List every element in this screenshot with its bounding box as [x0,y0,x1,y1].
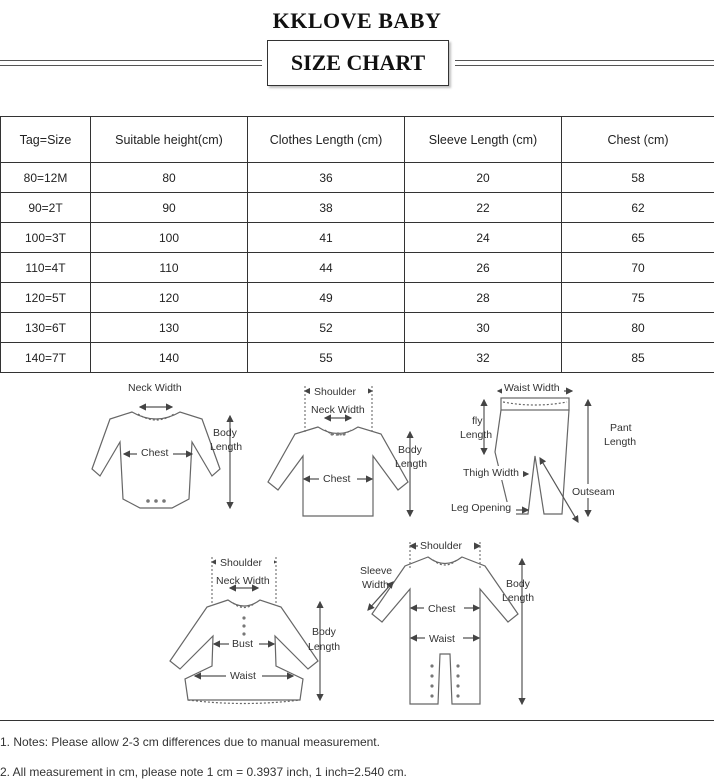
table-cell: 49 [248,283,405,313]
shirt-shoulder-label: Shoulder [314,386,357,398]
table-row [1,163,714,193]
table-cell: 32 [405,343,562,373]
column-header-chest: Chest (cm) [562,117,714,163]
size-chart-title: SIZE CHART [267,40,449,86]
table-cell: 130 [91,313,248,343]
romper-sleeve-label-1: Sleeve [360,565,392,577]
pants-outseam-label: Outseam [572,486,615,498]
romper-waist-label: Waist [429,633,455,645]
dress-shoulder-label: Shoulder [220,557,263,569]
table-cell: 26 [405,253,562,283]
table-cell: 36 [248,163,405,193]
title-rule-right-top [455,60,714,61]
table-cell: 38 [248,193,405,223]
table-cell: 58 [562,163,714,193]
shirt-body-label-2: Length [395,458,427,470]
table-cell: 85 [562,343,714,373]
table-row [1,253,714,283]
brand-title: KKLOVE BABY [0,8,714,34]
table-cell: 44 [248,253,405,283]
table-cell: 65 [562,223,714,253]
table-cell: 52 [248,313,405,343]
table-row [1,313,714,343]
note-2: 2. All measurement in cm, please note 1 cm = 0.3937 inch, 1 inch=2.540 cm. [0,765,407,779]
table-cell: 100=3T [1,223,91,253]
title-rule-right-bottom [455,65,714,66]
column-header-sleeve-length: Sleeve Length (cm) [405,117,562,163]
table-cell: 28 [405,283,562,313]
measurement-illustrations [0,374,714,720]
pants-waist-label: Waist Width [504,382,560,394]
romper-shoulder-label: Shoulder [420,540,463,552]
column-header-height: Suitable height(cm) [91,117,248,163]
romper-snaps [430,664,459,697]
table-cell: 80=12M [1,163,91,193]
shirt-chest-label: Chest [323,473,351,485]
table-cell: 140=7T [1,343,91,373]
romper-body-label-1: Body [506,578,531,590]
bodysuit-body-label-2: Length [210,441,242,453]
title-rule-left-bottom [0,65,262,66]
column-header-clothes-length: Clothes Length (cm) [248,117,405,163]
table-cell: 22 [405,193,562,223]
table-cell: 90 [91,193,248,223]
title-rule-left-top [0,60,262,61]
table-cell: 62 [562,193,714,223]
table-cell: 80 [91,163,248,193]
pants-fly-label-1: fly [472,415,483,427]
table-header-row [1,117,714,163]
column-header-tag-size: Tag=Size [1,117,91,163]
table-cell: 90=2T [1,193,91,223]
dress-waist-label: Waist [230,670,256,682]
shirt-buttons [330,432,345,435]
bodysuit-neck-label: Neck Width [128,382,182,394]
table-cell: 30 [405,313,562,343]
pants-pant-label-1: Pant [610,422,632,434]
table-row [1,193,714,223]
table-cell: 70 [562,253,714,283]
table-cell: 110 [91,253,248,283]
romper-body-label-2: Length [502,592,534,604]
table-cell: 80 [562,313,714,343]
table-cell: 130=6T [1,313,91,343]
dress-body-label-2: Length [308,641,340,653]
table-cell: 140 [91,343,248,373]
pants-fly-label-2: Length [460,429,492,441]
dress-buttons [242,616,245,635]
size-table [0,116,714,373]
table-cell: 120 [91,283,248,313]
dress-neck-label: Neck Width [216,575,270,587]
bodysuit-snaps [146,499,166,503]
romper-sleeve-label-2: Width [362,579,389,591]
table-cell: 75 [562,283,714,313]
dress-bust-label: Bust [232,638,253,650]
table-cell: 41 [248,223,405,253]
pants-thigh-label: Thigh Width [463,467,519,479]
shirt-neck-label: Neck Width [311,404,365,416]
table-row [1,343,714,373]
table-cell: 20 [405,163,562,193]
table-cell: 100 [91,223,248,253]
table-row [1,283,714,313]
note-1: 1. Notes: Please allow 2-3 cm differences due to manual measurement. [0,735,380,749]
romper-chest-label: Chest [428,603,456,615]
shirt-body-label-1: Body [398,444,423,456]
table-cell: 110=4T [1,253,91,283]
bodysuit-body-label-1: Body [213,427,238,439]
table-cell: 120=5T [1,283,91,313]
table-cell: 24 [405,223,562,253]
pants-leg-label: Leg Opening [451,502,511,514]
notes-divider [0,720,714,721]
bodysuit-chest-label: Chest [141,447,169,459]
dress-body-label-1: Body [312,626,337,638]
table-cell: 55 [248,343,405,373]
pants-pant-label-2: Length [604,436,636,448]
table-row [1,223,714,253]
